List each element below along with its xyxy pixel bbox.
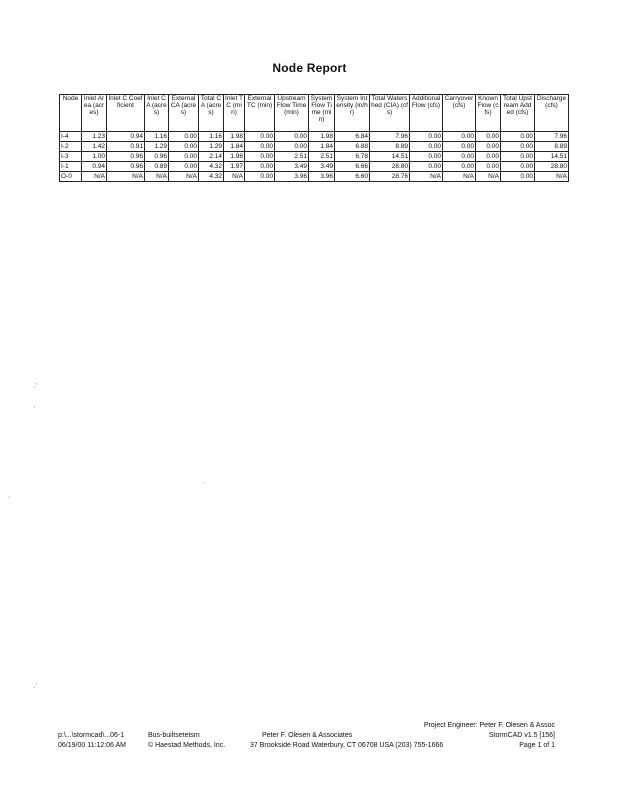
table-cell: 0.00 [410,152,443,162]
table-row [60,162,569,172]
column-header: Inlet TC (min) [224,95,245,132]
column-header: Total Watershed (CIA) (cfs) [370,95,410,132]
column-header: Discharge (cfs) [535,95,569,132]
column-header: Carryover (cfs) [443,95,476,132]
column-header: Node [60,95,82,132]
table-cell: 0.00 [476,162,501,172]
column-header: Total Upstream Added (cfs) [501,95,535,132]
table-cell: N/A [476,172,501,182]
table-row [60,142,569,152]
table-cell: 14.51 [370,152,410,162]
table-cell: 0.00 [476,132,501,142]
table-cell: 0.96 [145,152,169,162]
table-cell: N/A [443,172,476,182]
table-cell: 0.00 [245,142,275,152]
table-cell: 8.89 [535,142,569,152]
table-cell: 1.23 [82,132,107,142]
table-cell: 0.00 [501,162,535,172]
column-header: Inlet Area (acres) [82,95,107,132]
table-cell: 0.00 [476,142,501,152]
table-cell: 0.00 [169,132,199,142]
column-header: System Flow Time (min) [309,95,335,132]
table-cell: 28.76 [370,172,410,182]
table-cell: 0.00 [501,142,535,152]
table-cell: 0.00 [443,152,476,162]
table-cell: 6.60 [335,172,370,182]
table-cell: 0.00 [245,132,275,142]
column-header: Upstream Flow Time (min) [275,95,309,132]
file-path-text: p:\...\stormcad\...06-1 [58,732,125,739]
table-cell: 3.96 [309,172,335,182]
node-report-table [59,94,569,182]
column-header: External CA (acres) [169,95,199,132]
table-cell: 1.84 [224,142,245,152]
table-cell: 2.51 [275,152,309,162]
column-header: Inlet C Coefficient [107,95,145,132]
table-cell: 2.14 [199,152,224,162]
table-cell: 0.00 [501,132,535,142]
table-cell: 0.00 [245,152,275,162]
column-header: Known Flow (cfs) [476,95,501,132]
table-cell: 8.89 [370,142,410,152]
column-header: Additional Flow (cfs) [410,95,443,132]
table-cell: N/A [410,172,443,182]
table-cell: 0.00 [443,142,476,152]
column-header: System Intensity (in/hr) [335,95,370,132]
table-cell: 0.00 [410,142,443,152]
table-cell: 0.94 [82,162,107,172]
table-cell: 0.00 [501,172,535,182]
column-header: External TC (min) [245,95,275,132]
table-row [60,132,569,142]
table-cell: 0.00 [169,152,199,162]
table-cell: 0.00 [245,162,275,172]
scan-artifact: · [33,404,36,411]
table-cell: 6.78 [335,152,370,162]
address-text: 37 Brookside Road Waterbury, CT 06708 USA (203) 755-1666 [250,742,444,749]
project-engineer-text: Project Engineer: Peter F. Olesen & Assoc [423,722,555,729]
table-cell: 1.98 [224,152,245,162]
table-cell: 0.00 [410,162,443,172]
column-header: Inlet CA (acres) [145,95,169,132]
table-cell: 1.98 [224,132,245,142]
table-cell: I-1 [60,162,82,172]
file-name-text: Bus-builtsetetsm [148,732,200,739]
table-cell: 1.29 [199,142,224,152]
table-cell: 1.16 [199,132,224,142]
table-cell: 0.00 [476,152,501,162]
table-cell: N/A [145,172,169,182]
table-cell: 0.00 [169,162,199,172]
column-header: Total CA (acres) [199,95,224,132]
table-cell: 1.16 [145,132,169,142]
table-cell: 6.66 [335,162,370,172]
table-cell: 0.89 [145,162,169,172]
table-cell: 28.80 [370,162,410,172]
table-cell: 3.49 [275,162,309,172]
product-version-text: StormCAD v1.5 [156] [488,732,555,739]
table-cell: 0.00 [275,142,309,152]
table-cell: 0.00 [501,152,535,162]
table-cell: 6.84 [335,132,370,142]
firm-name-text: Peter F. Olesen & Associates [262,732,353,739]
table-cell: 1.97 [224,162,245,172]
table-cell: 28.80 [535,162,569,172]
scan-artifact: ·´ [33,384,38,391]
table-cell: N/A [535,172,569,182]
scan-artifact: · [8,494,11,501]
table-cell: 0.00 [443,162,476,172]
table-cell: 0.96 [107,162,145,172]
table-header-row [60,95,569,132]
table-cell: 4.32 [199,162,224,172]
page-number-text: Page 1 of 1 [519,742,555,749]
table-cell: 0.00 [410,132,443,142]
page-title: Node Report [272,61,347,75]
table-cell: 1.29 [145,142,169,152]
datetime-text: 06/19/00 11:12:06 AM [58,742,126,749]
table-cell: 1.00 [82,152,107,162]
table-cell: 2.51 [309,152,335,162]
table-cell: N/A [107,172,145,182]
copyright-text: © Haestad Methods, Inc. [148,742,226,749]
table-cell: O-0 [60,172,82,182]
table-cell: N/A [224,172,245,182]
table-cell: 4.32 [199,172,224,182]
table-cell: 3.49 [309,162,335,172]
table-cell: 14.51 [535,152,569,162]
table-cell: 6.88 [335,142,370,152]
table-cell: 1.98 [309,132,335,142]
table-cell: 0.91 [107,142,145,152]
table-row [60,152,569,162]
table-cell: I-3 [60,152,82,162]
table-cell: 0.96 [107,152,145,162]
table-cell: 1.84 [309,142,335,152]
table-cell: I-4 [60,132,82,142]
table-cell: 0.00 [275,132,309,142]
table-cell: 0.00 [245,172,275,182]
table-cell: 0.00 [443,132,476,142]
table-cell: 7.96 [535,132,569,142]
table-cell: 1.42 [82,142,107,152]
scan-artifact: · [203,480,206,487]
table-row [60,172,569,182]
table-cell: N/A [82,172,107,182]
scan-artifact: ·´ [33,684,38,691]
table-cell: 3.96 [275,172,309,182]
table-cell: I-2 [60,142,82,152]
table-cell: 0.94 [107,132,145,142]
table-cell: 7.96 [370,132,410,142]
table-cell: 0.00 [169,142,199,152]
table-cell: N/A [169,172,199,182]
